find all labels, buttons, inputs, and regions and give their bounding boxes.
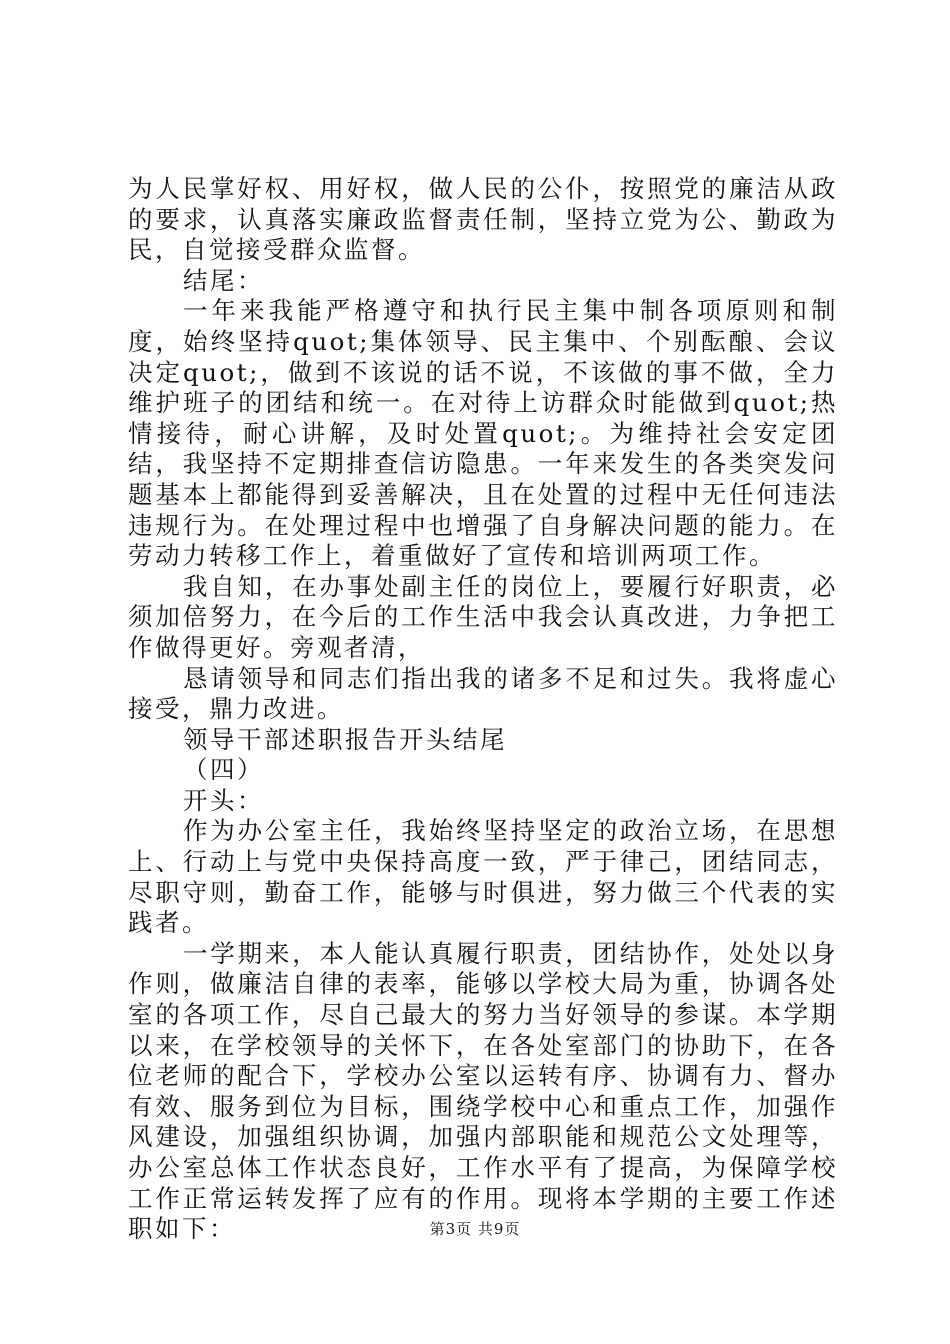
paragraph-10: 一学期来，本人能认真履行职责，团结协作，处处以身作则，做廉洁自律的表率，能够以学校大局为重，协调各处室的各项工作，尽自己最大的努力当好领导的参谋。本学期以来，在学校领导的关怀下，在各处室部门的协助下，在各位老师的配合下，学校办公室以运转有序、协调有力、督办有效、服务到位为目标，围绕学校中心和重点工作，加强作风建设，加强组织协调，加强内部职能和规范公文处理等，办公室总体工作状态良好，工作水平有了提高，为保障学校工作正常运转发挥了应有的作用。现将本学期的主要工作述职如下： bbox=[128, 938, 838, 1244]
paragraph-3: 一年来我能严格遵守和执行民主集中制各项原则和制度，始终坚持quot;集体领导、民主集中、个别酝酿、会议决定quot;，做到不该说的话不说，不该做的事不做，全力维护班子的团结和统一。在对待上访群众时能做到quot;热情接待，耐心讲解，及时处置quot;。为维持社会安定团结，我坚持不定期排查信访隐患。一年来发生的各类突发问题基本上都能得到妥善解决，且在处置的过程中无任何违法违规行为。在处理过程中也增强了自身解决问题的能力。在劳动力转移工作上，着重做好了宣传和培训两项工作。 bbox=[128, 296, 838, 571]
section-number: （四） bbox=[183, 755, 264, 785]
document-body bbox=[128, 174, 838, 1245]
paragraph-2: 结尾： bbox=[183, 265, 264, 295]
paragraph-9: 作为办公室主任，我始终坚持坚定的政治立场，在思想上、行动上与党中央保持高度一致，严于律己，团结同志，尽职守则，勤奋工作，能够与时俱进，努力做三个代表的实践者。 bbox=[128, 816, 838, 938]
paragraph-5: 恳请领导和同志们指出我的诸多不足和过失。我将虚心接受，鼎力改进。 bbox=[128, 663, 838, 724]
paragraph-4: 我自知，在办事处副主任的岗位上，要履行好职责，必须加倍努力，在今后的工作生活中我会认真改进，力争把工作做得更好。旁观者清， bbox=[128, 571, 838, 662]
paragraph-1: 为人民掌好权、用好权，做人民的公仆，按照党的廉洁从政的要求，认真落实廉政监督责任制，坚持立党为公、勤政为民，自觉接受群众监督。 bbox=[128, 174, 838, 265]
opening-label: 开头： bbox=[183, 785, 264, 815]
page-footer: 第3页 共9页 bbox=[429, 1220, 521, 1238]
section-heading: 领导干部述职报告开头结尾 bbox=[183, 724, 507, 754]
